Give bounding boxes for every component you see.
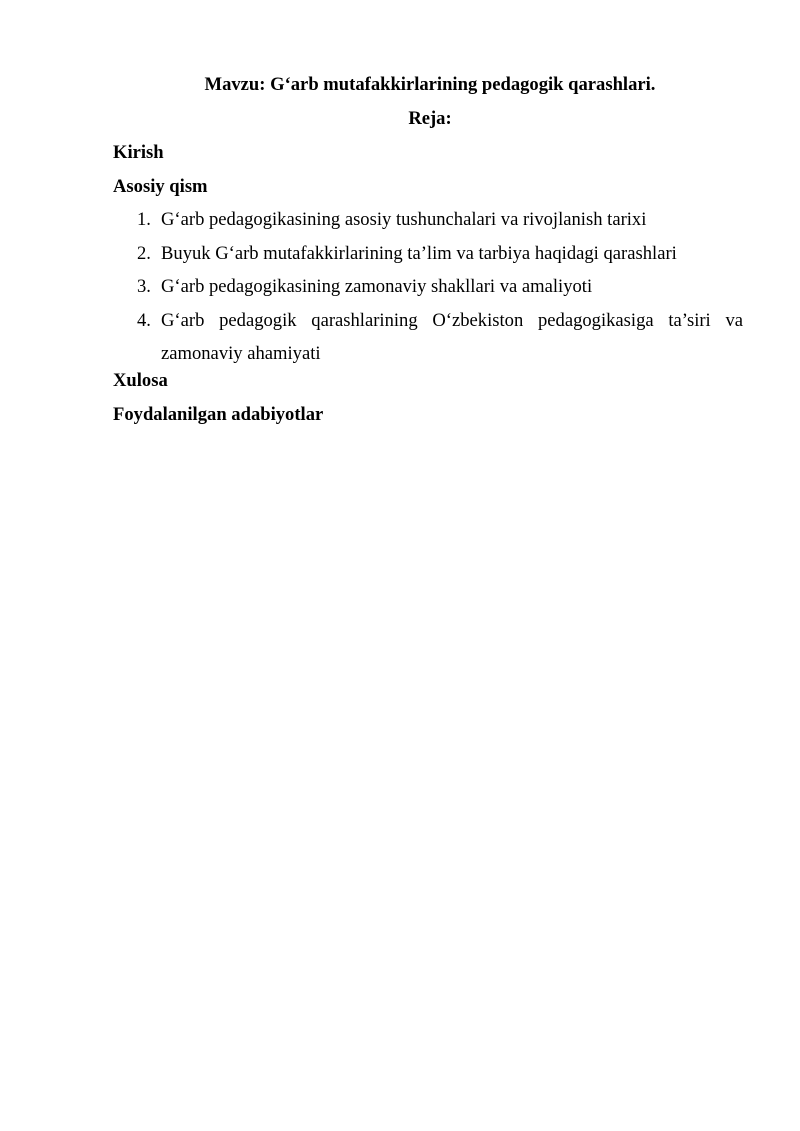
section-introduction: Kirish [113,142,164,163]
list-item [113,304,743,371]
section-main-part: Asosiy qism [113,176,208,197]
plan-heading: Reja: [408,108,452,129]
list-item-text: G‘arb pedagogikasining zamonaviy shakllari va amaliyoti [161,276,593,298]
list-item-number: 1. [137,209,151,230]
list-item-text: Buyuk G‘arb mutafakkirlarining ta’lim va tarbiya haqidagi qarashlari [161,242,677,264]
section-conclusion: Xulosa [113,370,168,391]
list-item-text: G‘arb pedagogikasining asosiy tushunchalari va rivojlanish tarixi [161,209,647,230]
document-title: Mavzu: G‘arb mutafakkirlarining pedagogik qarashlari. [204,74,656,95]
section-references: Foydalanilgan adabiyotlar [113,404,324,425]
list-item [113,237,743,271]
list-item-number: 2. [137,242,151,264]
list-item-number: 4. [137,309,151,331]
plan-list [113,203,743,371]
list-item-number: 3. [137,276,151,298]
list-item [113,203,743,237]
list-item [113,270,743,304]
list-item-text: G‘arb pedagogik qarashlarining O‘zbekiston pedagogikasiga ta’siri va zamonaviy ahamiyati [161,309,743,365]
